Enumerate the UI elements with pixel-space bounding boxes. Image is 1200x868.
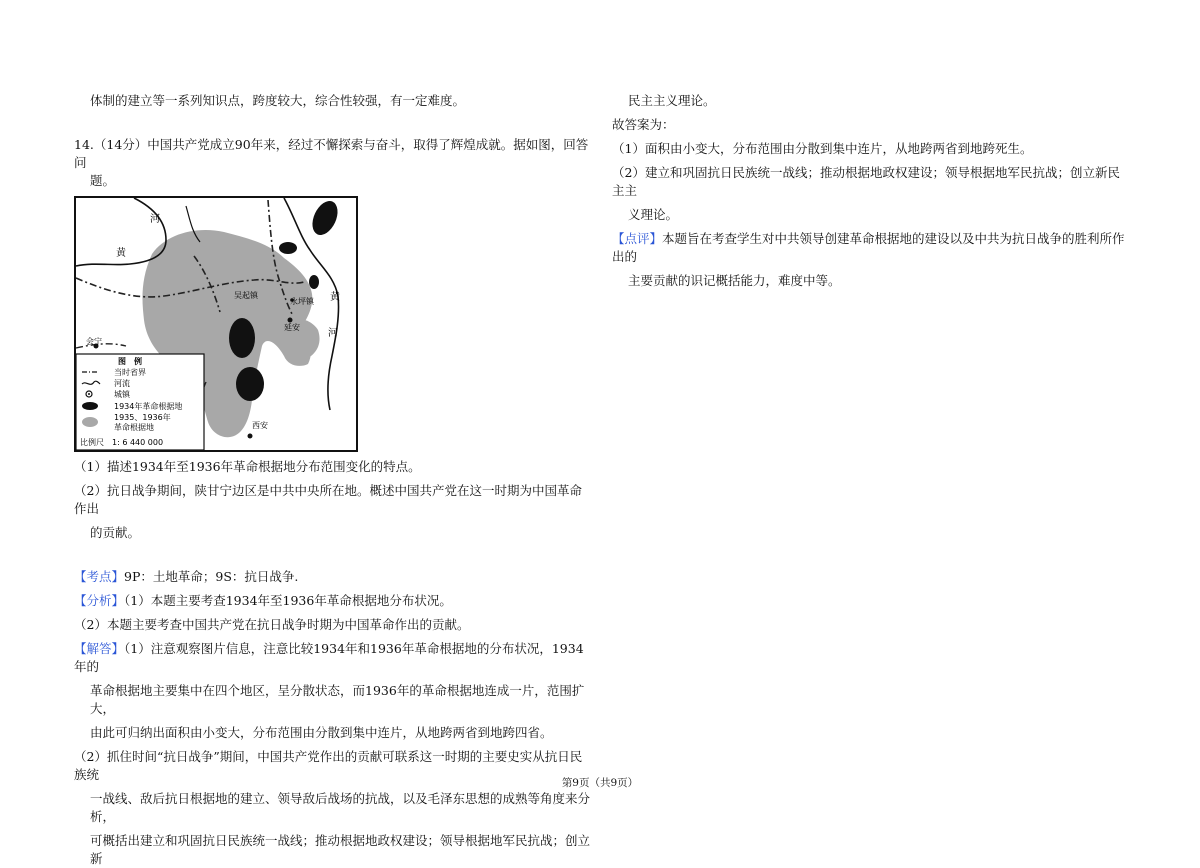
continued-line: 民主主义理论。 <box>628 93 716 108</box>
label-huang1: 黄 <box>116 248 126 259</box>
dianping-tag: 【点评】 <box>612 231 663 246</box>
jieda-line2: 革命根据地主要集中在四个地区，呈分散状态，而1936年的革命根据地连成一片，范围扩大， <box>90 683 585 716</box>
legend-symbol-1936 <box>82 417 98 427</box>
base-1934-central <box>229 318 255 358</box>
right-column <box>612 92 1132 290</box>
jieda-tag: 【解答】 <box>74 641 125 656</box>
sub-question-1: （1）描述1934年至1936年革命根据地分布范围变化的特点。 <box>74 459 421 474</box>
dianping-line2: 主要贡献的识记概括能力，难度中等。 <box>628 273 841 288</box>
answer-1: （1）面积由小变大，分布范围由分散到集中连片，从地跨两省到地跨死生。 <box>612 141 1033 156</box>
label-he1: 河 <box>150 214 160 225</box>
left-column <box>74 92 594 868</box>
legend-scale: 比例尺 1: 6 440 000 <box>80 438 164 447</box>
jieda2-line3: 可概括出建立和巩固抗日民族统一战线；推动根据地政权建设；领导根据地军民抗战；创立新 <box>90 833 591 866</box>
jieda-line3: 由此可归纳出面积由小变大，分布范围由分散到集中连片，从地跨两省到地跨四省。 <box>90 725 553 740</box>
base-1934-south <box>236 367 264 401</box>
jieda2-line2: 一战线、敌后抗日根据地的建立、领导敌后战场的抗战，以及毛泽东思想的成熟等角度来分析， <box>90 791 591 824</box>
dianping-text: 本题旨在考查学生对中共领导创建革命根据地的建设以及中共为抗日战争的胜利所作出的 <box>612 231 1125 264</box>
question-14-line2: 题。 <box>90 173 116 188</box>
revolutionary-base-map <box>74 196 358 452</box>
legend-item-1934: 1934年革命根据地 <box>114 402 183 411</box>
yanan-marker <box>288 318 293 323</box>
label-xian: 西安 <box>252 421 268 430</box>
legend-symbol-1934 <box>82 402 98 410</box>
legend-item-1936a: 1935、1936年 <box>114 413 171 422</box>
label-huining: 会宁 <box>86 337 102 346</box>
label-wuqizhen: 吴起镇 <box>234 291 258 300</box>
legend-item-border: 当时省界 <box>114 368 146 377</box>
legend-item-town: 城镇 <box>114 390 130 399</box>
answer-heading: 故答案为： <box>612 117 675 132</box>
label-huang2: 黄 <box>330 292 340 303</box>
fenxi-line2: （2）本题主要考查中国共产党在抗日战争时期为中国革命作出的贡献。 <box>74 617 470 632</box>
jieda2-line1: （2）抓住时间“抗日战争”期间，中国共产党作出的贡献可联系这一时期的主要史实从抗日民族统 <box>74 749 583 782</box>
label-yonghezhen: 永坪镇 <box>290 297 314 306</box>
intro-line: 体制的建立等一系列知识点，跨度较大，综合性较强，有一定难度。 <box>90 93 466 108</box>
label-yanan: 延安 <box>284 323 300 332</box>
jieda-text: （1）注意观察图片信息，注意比较1934年和1936年革命根据地的分布状况，1934年的 <box>74 641 584 674</box>
sub-question-2-line2: 的贡献。 <box>90 525 141 540</box>
page-footer: 第9页（共9页） <box>561 777 639 789</box>
sub-question-2-line1: （2）抗日战争期间，陕甘宁边区是中共中央所在地。概述中国共产党在这一时期为中国革命作出 <box>74 483 582 516</box>
answer-2-line1: （2）建立和巩固抗日民族统一战线；推动根据地政权建设；领导根据地军民抗战；创立新民主主 <box>612 165 1120 198</box>
base-1934-north <box>279 242 297 254</box>
legend-title: 图 例 <box>118 357 142 366</box>
label-he2: 河 <box>328 328 338 339</box>
fenxi-text: （1）本题主要考查1934年至1936年革命根据地分布状况。 <box>124 593 452 608</box>
legend-item-1936b: 革命根据地 <box>114 423 154 432</box>
question-14-line1: 14.（14分）中国共产党成立90年来，经过不懈探索与奋斗，取得了辉煌成就。据如图，回答问 <box>74 137 589 170</box>
base-1934-small <box>309 275 319 289</box>
kaodian-tag: 【考点】 <box>74 569 125 584</box>
legend-item-river: 河流 <box>114 379 130 388</box>
fenxi-tag: 【分析】 <box>74 593 125 608</box>
kaodian-text: 9P：土地革命；9S：抗日战争. <box>124 569 299 584</box>
answer-2-line2: 义理论。 <box>628 207 679 222</box>
xian-marker <box>248 434 253 439</box>
map-figure <box>74 196 358 452</box>
